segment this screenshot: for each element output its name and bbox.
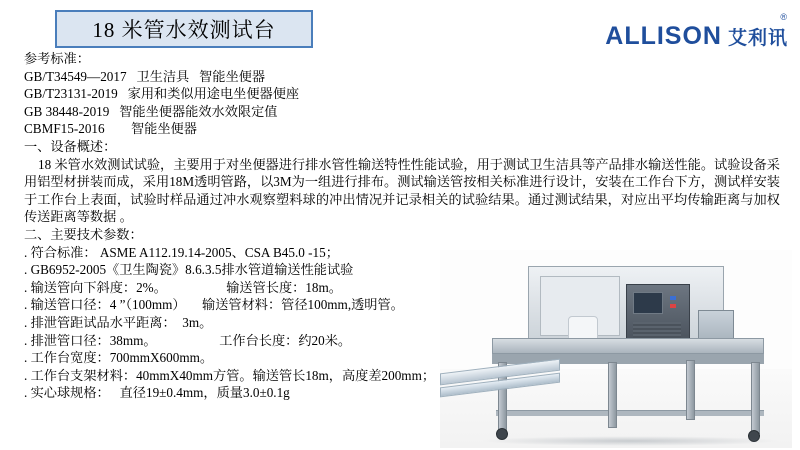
- logo-text-en: ALLISON: [605, 22, 722, 50]
- spec-item: . 工作台宽度：700mmX600mm。: [24, 350, 214, 366]
- spec-item: . 实心球规格： 直径19±0.4mm，质量3.0±0.1g: [24, 385, 290, 401]
- spec-item: . 排泄管口径：38mm。 工作台长度：约20米。: [24, 332, 352, 348]
- photo-frame-leg: [686, 360, 695, 420]
- standard-item: GB/T23131-2019 家用和类似用途电坐便器便座: [24, 86, 300, 102]
- standard-item: CBMF15-2016 智能坐便器: [24, 121, 197, 137]
- photo-floor-shadow: [480, 436, 780, 446]
- standard-item: GB/T34549—2017 卫生洁具 智能坐便器: [24, 68, 266, 84]
- section-1-heading: 一、设备概述：: [24, 138, 117, 154]
- photo-control-screen: [633, 292, 663, 314]
- standards-heading: 参考标准：: [24, 51, 90, 66]
- equipment-photo: [440, 250, 792, 448]
- spec-item: . 工作台支架材料：40mmX40mm方管。输送管长18m，高度差200mm；: [24, 367, 436, 383]
- brand-logo: [605, 12, 788, 51]
- spec-item: . GB6952-2005《卫生陶瓷》8.6.3.5排水管道输送性能试验: [24, 262, 354, 278]
- section-1-body: 18 米管水效测试试验，主要用于对坐便器进行排水管性输送特性性能试验，用于测试卫生洁具等产品排水输送性能。试验设备采用铝型材拼装而成，采用18M透明管路，以3M为一组进行排布。测试输送管按相关标准进行设计，安装在工作台下方，测试样安装于工作台上表面，试验时样品通过冲水观察塑料球的冲出情况并记录相关的试验结果。通过测试结果，对应出平均传输距离与加权传送距离等数据 。: [24, 156, 780, 225]
- page-title: [55, 10, 313, 48]
- photo-indicator-light: [670, 296, 676, 300]
- photo-worktable-top: [492, 338, 764, 354]
- photo-frame-leg: [608, 362, 617, 428]
- standard-item: GB 38448-2019 智能坐便器能效水效限定值: [24, 103, 278, 119]
- page-title-text: 18 米管水效测试台: [92, 18, 276, 42]
- spec-item: . 输送管向下斜度：2%。 输送管长度：18m。: [24, 279, 342, 295]
- section-2-heading: 二、主要技术参数：: [24, 226, 143, 242]
- photo-frame-leg: [751, 362, 760, 434]
- photo-frame-rail: [496, 410, 764, 416]
- registered-trademark-icon: ®: [780, 12, 787, 22]
- logo-text-cn: 艾利讯: [727, 28, 788, 49]
- photo-indicator-light: [670, 304, 676, 308]
- spec-item: . 排泄管距试品水平距离： 3m。: [24, 314, 213, 330]
- spec-item: . 符合标准： ASME A112.19.14-2005、CSA B45.0 -15；: [24, 244, 339, 260]
- spec-item: . 输送管口径：4 ”（100mm） 输送管材料：管径100mm,透明管。: [24, 297, 404, 313]
